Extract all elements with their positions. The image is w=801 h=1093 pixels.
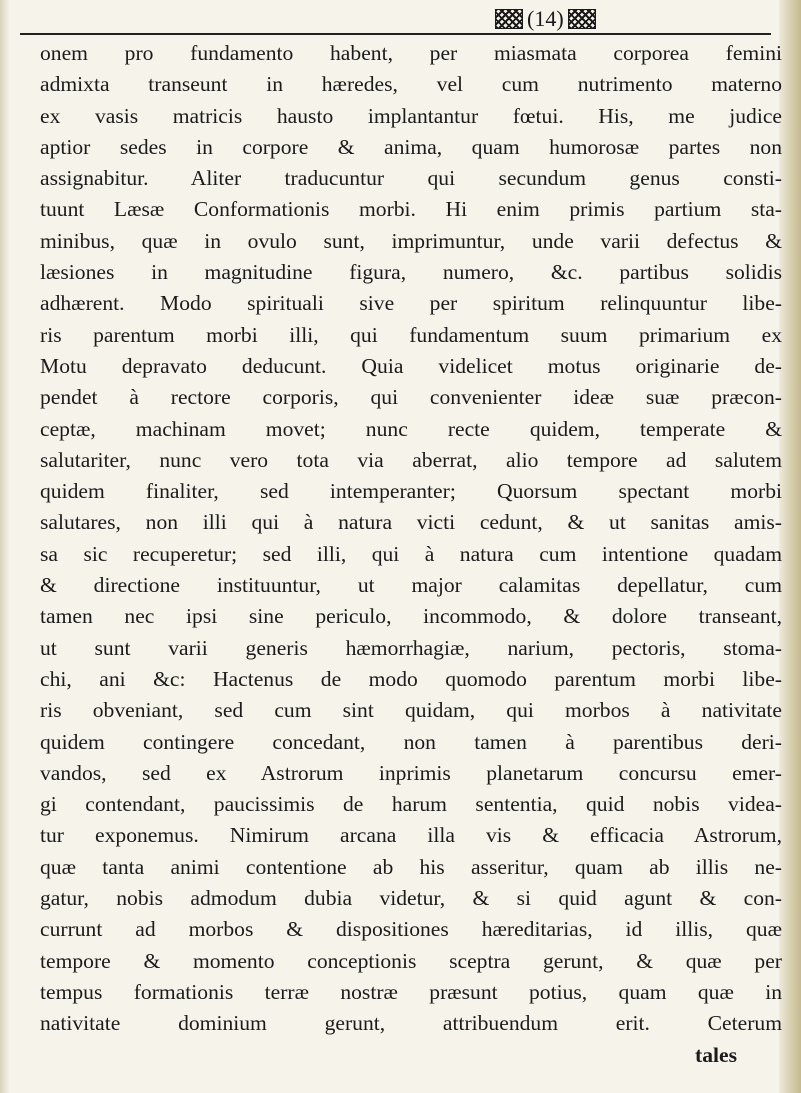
text-line: sa sic recuperetur; sed illi, qui à natura cum intentione quadam [40, 541, 782, 566]
right-ornament-icon [568, 9, 596, 29]
text-line: tur exponemus. Nimirum arcana illa vis & efficacia Astrorum, [40, 823, 782, 848]
text-line: chi, ani &c: Hactenus de modo quomodo parentum morbi libe- [40, 666, 782, 691]
text-line: ex vasis matricis hausto implantantur fœtui. His, me judice [40, 103, 782, 128]
text-line: pendet à rectore corporis, qui convenienter ideæ suæ præcon- [40, 385, 782, 410]
text-line: onem pro fundamento habent, per miasmata corporea femini [40, 41, 782, 65]
text-line: quidem contingere concedant, non tamen à parentibus deri- [40, 729, 782, 754]
text-line: aptior sedes in corpore & anima, quam humorosæ partes non [40, 134, 782, 159]
text-line: minibus, quæ in ovulo sunt, imprimuntur, unde varii defectus & [40, 228, 782, 253]
text-line: ris obveniant, sed cum sint quidam, qui morbos à nativitate [40, 698, 782, 723]
body-text [40, 38, 782, 1071]
text-line: vandos, sed ex Astrorum inprimis planetarum concursu emer- [40, 760, 782, 785]
text-line: tuunt Læsæ Conformationis morbi. Hi enim primis partium sta- [40, 197, 782, 222]
text-line: & directione instituuntur, ut major calamitas depellatur, cum [40, 573, 782, 598]
text-line: læsiones in magnitudine figura, numero, &c. partibus solidis [40, 260, 782, 285]
left-ornament-icon [495, 9, 523, 29]
text-line: gatur, nobis admodum dubia videtur, & si quid agunt & con- [40, 886, 782, 911]
header-rule [20, 33, 771, 35]
text-line: quidem finaliter, sed intemperanter; Quorsum spectant morbi [40, 479, 782, 504]
text-line: adhærent. Modo spirituali sive per spiritum relinquuntur libe- [40, 291, 782, 316]
page-number: (14) [527, 6, 564, 31]
catchword: tales [695, 1042, 737, 1067]
text-line: currunt ad morbos & dispositiones hæreditarias, id illis, quæ [40, 917, 782, 942]
text-line: ut sunt varii generis hæmorrhagiæ, narium, pectoris, stoma- [40, 635, 782, 660]
page-gutter-shadow [0, 0, 10, 1093]
text-line: ris parentum morbi illi, qui fundamentum suum primarium ex [40, 322, 782, 347]
text-line: salutariter, nunc vero tota via aberrat, alio tempore ad salutem [40, 447, 782, 472]
text-line: nativitate dominium gerunt, attribuendum erit. Ceterum [40, 1011, 782, 1036]
page-header [495, 6, 596, 32]
text-line: tempus formationis terræ nostræ præsunt potius, quam quæ in [40, 979, 782, 1004]
text-line: admixta transeunt in hæredes, vel cum nutrimento materno [40, 72, 782, 97]
text-line: assignabitur. Aliter traducuntur qui secundum genus consti- [40, 166, 782, 191]
text-line: ceptæ, machinam movet; nunc recte quidem, temperate & [40, 416, 782, 441]
page-edge-shadow [779, 0, 801, 1093]
text-line: tamen nec ipsi sine periculo, incommodo, & dolore transeant, [40, 604, 782, 629]
text-line: quæ tanta animi contentione ab his asseritur, quam ab illis ne- [40, 854, 782, 879]
text-line: salutares, non illi qui à natura victi cedunt, & ut sanitas amis- [40, 510, 782, 535]
text-line: Motu depravato deducunt. Quia videlicet motus originarie de- [40, 353, 782, 378]
text-line: gi contendant, paucissimis de harum sententia, quid nobis videa- [40, 792, 782, 817]
text-line: tempore & momento conceptionis sceptra gerunt, & quæ per [40, 948, 782, 973]
